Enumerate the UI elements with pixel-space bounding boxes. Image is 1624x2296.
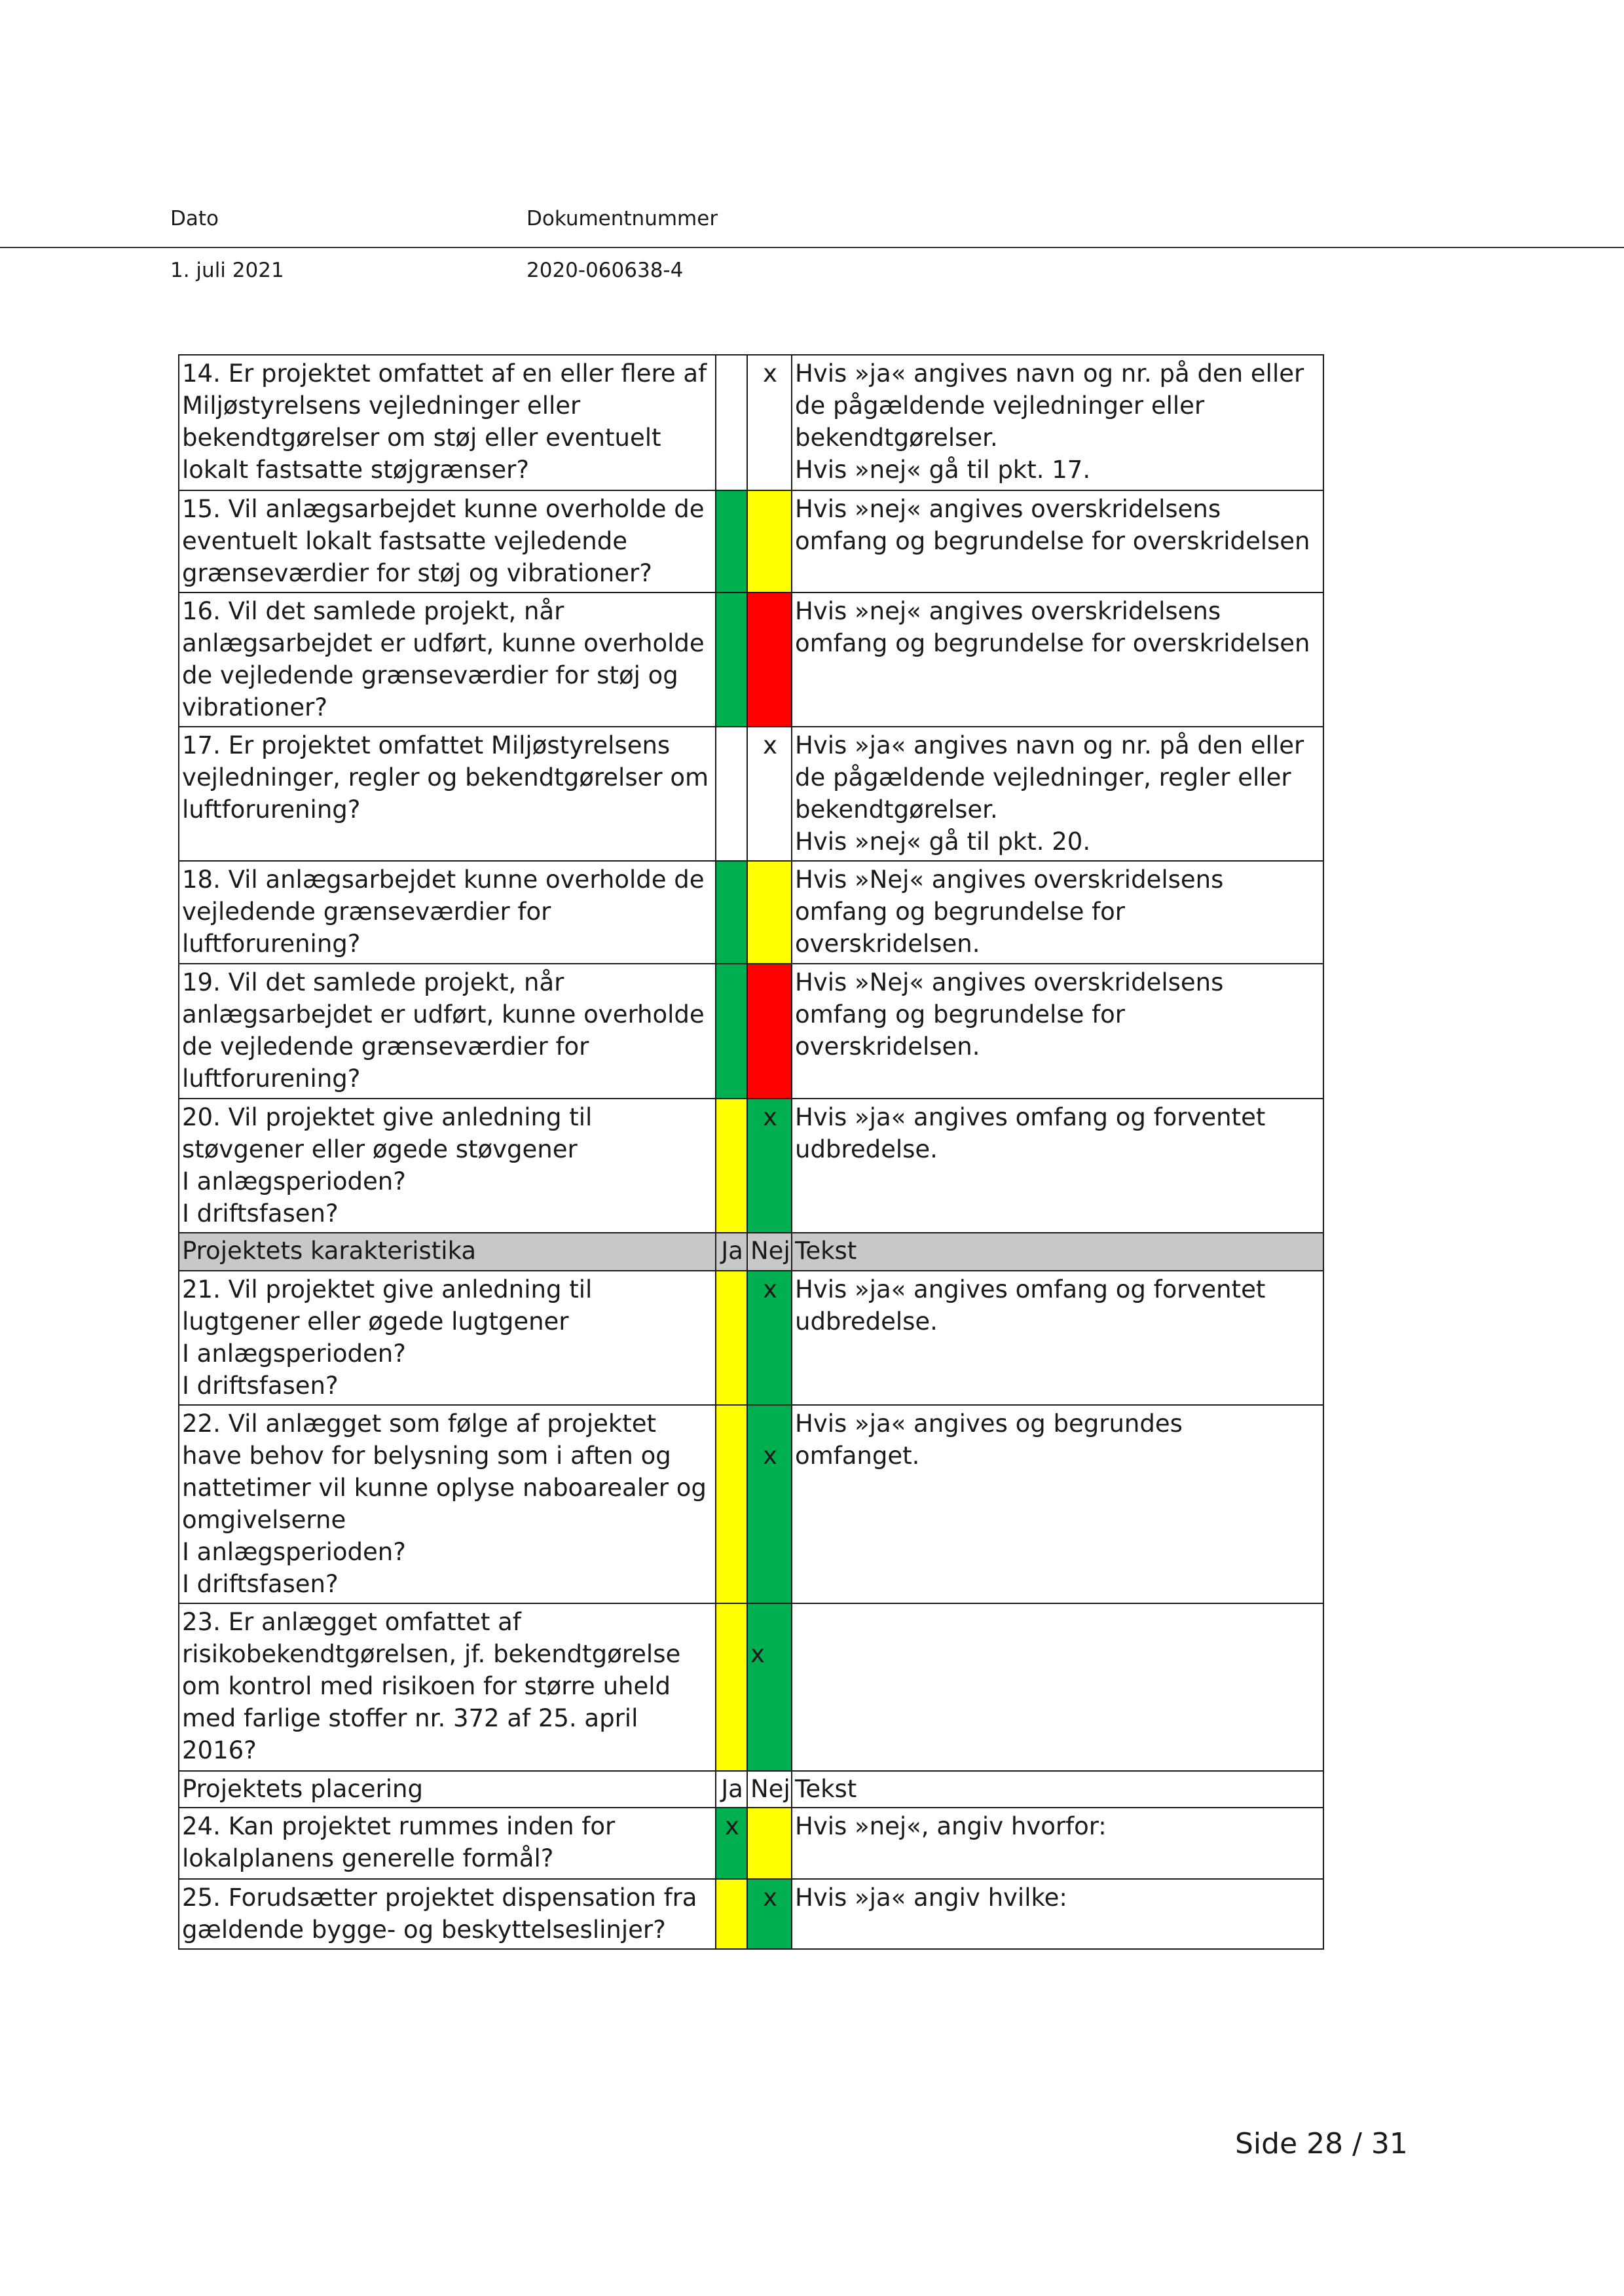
ja-cell <box>716 592 747 727</box>
nej-cell: x <box>747 1879 792 1949</box>
ja-cell <box>716 861 747 964</box>
question-cell: 23. Er anlægget omfattet af risikobekendtgørelsen, jf. bekendtgørelse om kontrol med risikoen for større uheld med farlige stoffer nr. 372 af 25. april 2016? <box>179 1603 716 1771</box>
question-cell: 22. Vil anlægget som følge af projektet have behov for belysning som i aften og nattetimer vil kunne oplyse naboarealer og omgivelserne I anlægsperioden? I driftsfasen? <box>179 1405 716 1603</box>
table-row <box>179 1099 1323 1233</box>
nej-cell: x <box>747 1099 792 1233</box>
text-cell: Hvis »ja« angives navn og nr. på den eller de pågældende vejledninger, regler eller bekendtgørelser. Hvis »nej« gå til pkt. 20. <box>792 727 1323 861</box>
ja-cell <box>716 727 747 861</box>
nej-cell <box>747 964 792 1099</box>
text-cell: Hvis »ja« angives omfang og forventet udbredelse. <box>792 1099 1323 1233</box>
ja-cell <box>716 1405 747 1603</box>
nej-cell: x <box>747 727 792 861</box>
text-cell: Hvis »ja« angiv hvilke: <box>792 1879 1323 1949</box>
ja-cell <box>716 1099 747 1233</box>
table-row <box>179 592 1323 727</box>
screening-checklist-table <box>178 354 1324 1950</box>
nej-cell: x <box>747 1405 792 1603</box>
text-cell: Hvis »Nej« angives overskridelsens omfang og begrundelse for overskridelsen. <box>792 861 1323 964</box>
ja-cell <box>716 1603 747 1771</box>
nej-cell <box>747 490 792 592</box>
text-cell: Hvis »ja« angives navn og nr. på den eller de pågældende vejledninger eller bekendtgørelser. Hvis »nej« gå til pkt. 17. <box>792 355 1323 490</box>
text-cell: Hvis »nej« angives overskridelsens omfang og begrundelse for overskridelsen <box>792 592 1323 727</box>
text-cell: Hvis »Nej« angives overskridelsens omfang og begrundelse for overskridelsen. <box>792 964 1323 1099</box>
question-cell: 19. Vil det samlede projekt, når anlægsarbejdet er udført, kunne overholde de vejledende grænseværdier for luftforurening? <box>179 964 716 1099</box>
nej-cell: x <box>747 355 792 490</box>
date-label: Dato <box>170 207 219 230</box>
nej-cell <box>747 1808 792 1879</box>
ja-cell <box>716 1879 747 1949</box>
question-cell: 24. Kan projektet rummes inden for lokalplanens generelle formål? <box>179 1808 716 1879</box>
section-header-row <box>179 1233 1323 1271</box>
section-header-row <box>179 1771 1323 1808</box>
question-cell: 18. Vil anlægsarbejdet kunne overholde de vejledende grænseværdier for luftforurening? <box>179 861 716 964</box>
question-cell: 25. Forudsætter projektet dispensation fra gældende bygge- og beskyttelseslinjer? <box>179 1879 716 1949</box>
ja-cell <box>716 1271 747 1405</box>
text-cell: Hvis »ja« angives og begrundes omfanget. <box>792 1405 1323 1603</box>
table-row <box>179 1603 1323 1771</box>
ja-cell <box>716 355 747 490</box>
question-cell: 17. Er projektet omfattet Miljøstyrelsens vejledninger, regler og bekendtgørelser om luftforurening? <box>179 727 716 861</box>
ja-column-header: Ja <box>716 1233 747 1271</box>
question-cell: 15. Vil anlægsarbejdet kunne overholde de eventuelt lokalt fastsatte vejledende grænseværdier for støj og vibrationer? <box>179 490 716 592</box>
table-row <box>179 1879 1323 1949</box>
document-number-label: Dokumentnummer <box>526 207 718 230</box>
ja-cell: x <box>716 1808 747 1879</box>
section-title: Projektets placering <box>179 1771 716 1808</box>
tekst-column-header: Tekst <box>792 1771 1323 1808</box>
ja-column-header: Ja <box>716 1771 747 1808</box>
table-row <box>179 490 1323 592</box>
date-value: 1. juli 2021 <box>170 259 284 282</box>
table-row <box>179 1808 1323 1879</box>
nej-cell <box>747 861 792 964</box>
question-cell: 14. Er projektet omfattet af en eller flere af Miljøstyrelsens vejledninger eller bekendtgørelser om støj eller eventuelt lokalt fastsatte støjgrænser? <box>179 355 716 490</box>
ja-cell <box>716 964 747 1099</box>
question-cell: 20. Vil projektet give anledning til støvgener eller øgede støvgener I anlægsperioden? I driftsfasen? <box>179 1099 716 1233</box>
nej-column-header: Nej <box>747 1771 792 1808</box>
text-cell: Hvis »nej« angives overskridelsens omfang og begrundelse for overskridelsen <box>792 490 1323 592</box>
text-cell: Hvis »nej«, angiv hvorfor: <box>792 1808 1323 1879</box>
text-cell <box>792 1603 1323 1771</box>
question-cell: 16. Vil det samlede projekt, når anlægsarbejdet er udført, kunne overholde de vejledende grænseværdier for støj og vibrationer? <box>179 592 716 727</box>
table-row <box>179 355 1323 490</box>
table-row <box>179 1405 1323 1603</box>
question-cell: 21. Vil projektet give anledning til lugtgener eller øgede lugtgener I anlægsperioden? I driftsfasen? <box>179 1271 716 1405</box>
table-row <box>179 1271 1323 1405</box>
section-title: Projektets karakteristika <box>179 1233 716 1271</box>
document-number-value: 2020-060638-4 <box>526 259 684 282</box>
nej-cell <box>747 592 792 727</box>
text-cell: Hvis »ja« angives omfang og forventet udbredelse. <box>792 1271 1323 1405</box>
table-row <box>179 861 1323 964</box>
nej-column-header: Nej <box>747 1233 792 1271</box>
header-divider <box>0 247 1624 248</box>
ja-cell <box>716 490 747 592</box>
page-number: Side 28 / 31 <box>1235 2127 1408 2160</box>
tekst-column-header: Tekst <box>792 1233 1323 1271</box>
nej-cell: x <box>747 1271 792 1405</box>
table-row <box>179 964 1323 1099</box>
table-row <box>179 727 1323 861</box>
nej-cell: x <box>747 1603 792 1771</box>
